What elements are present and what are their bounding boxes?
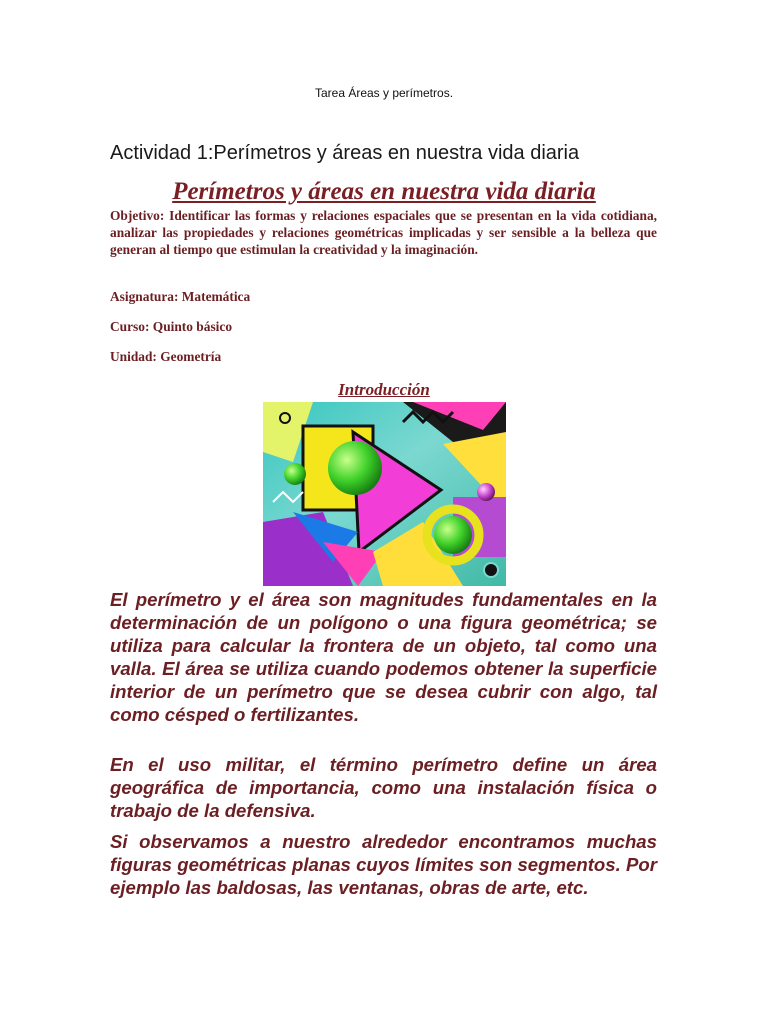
document-header: Tarea Áreas y perímetros. [314,86,454,100]
green-ring-ball [434,516,472,554]
course-line: Curso: Quinto básico [110,319,233,334]
geometric-shapes-illustration [263,402,506,586]
paragraph-2: En el uso militar, el término perímetro define un área geográfica de importancia, como una instalación física o trabajo de la defensiva. [110,754,657,821]
page-title: Perímetros y áreas en nuestra vida diaria [172,178,596,205]
activity-title: Actividad 1:Perímetros y áreas en nuestra vida diaria [110,142,580,164]
green-ball [328,441,382,495]
small-green-ball [284,463,306,485]
objective-text: Objetivo: Identificar las formas y relaciones espaciales que se presentan en la vida cotidiana, analizar las propiedades y relaciones geométricas implicadas y ser sensible a la belleza que generan al tiempo que estimulan la creatividad y la imaginación. [110,208,657,257]
purple-ball [477,483,495,501]
subject-line: Asignatura: Matemática [110,289,251,304]
paragraph-3: Si observamos a nuestro alrededor encontramos muchas figuras geométricas planas cuyos límites son segmentos. Por ejemplo las baldosas, las ventanas, obras de arte, etc. [110,831,657,898]
intro-heading: Introducción [338,380,430,399]
unit-line: Unidad: Geometría [110,349,222,364]
small-dark-ring [484,563,498,577]
paragraph-1: El perímetro y el área son magnitudes fundamentales en la determinación de un polígono o una figura geométrica; se utiliza para calcular la frontera de un objeto, tal como una valla. El área se utiliza cuando podemos obtener la superficie interior de un perímetro que se desea cubrir con algo, tal como césped o fertilizantes. [110,589,657,725]
